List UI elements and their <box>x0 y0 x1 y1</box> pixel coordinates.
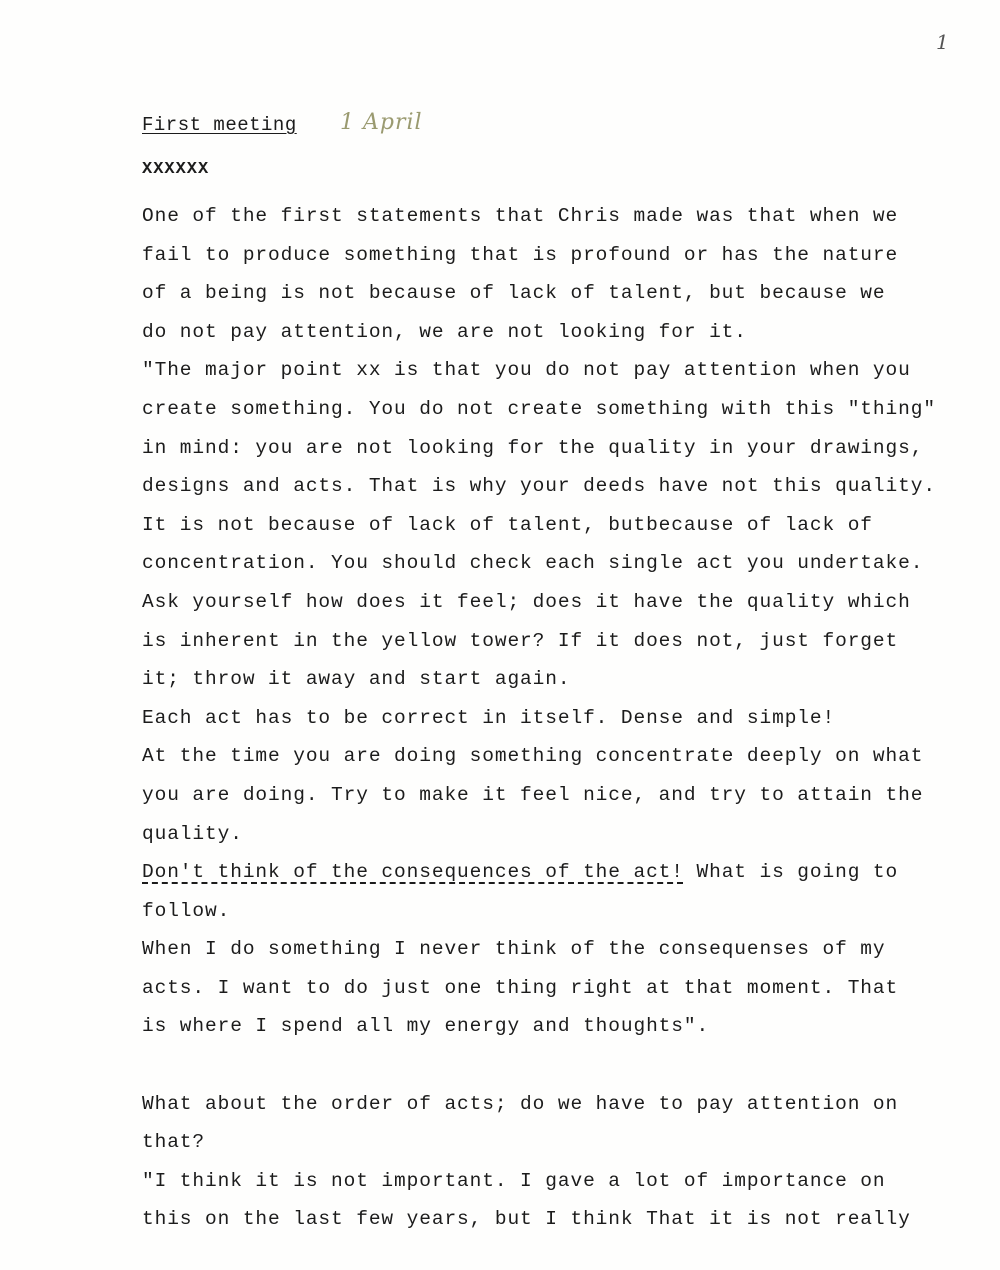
text-line: designs and acts. That is why your deeds have not this quality. <box>142 475 936 498</box>
text-line: "I think it is not important. I gave a lot of importance on <box>142 1169 886 1192</box>
heading-row <box>142 114 297 144</box>
handwritten-date: 1 April <box>340 110 423 135</box>
underlined-statement: Don't think of the consequences of the act! <box>142 861 684 884</box>
text-line: is where I spend all my energy and thoughts". <box>142 1015 710 1038</box>
text-line: follow. <box>142 899 231 922</box>
text-line: quality. <box>142 822 243 845</box>
underlined-line-row <box>142 853 902 892</box>
text-line: It is not because of lack of talent, butbecause of lack of <box>142 513 873 536</box>
body-text <box>142 197 936 1239</box>
text-line-continuation: What is going to <box>683 861 899 884</box>
text-line: concentration. You should check each single act you undertake. <box>142 552 924 575</box>
text-line: of a being is not because of lack of talent, but because we <box>142 282 886 305</box>
text-line: do not pay attention, we are not looking for it. <box>142 320 747 343</box>
text-line: that? <box>142 1131 206 1154</box>
text-line: this on the last few years, but I think That it is not really <box>142 1208 911 1231</box>
text-line: Each act has to be correct in itself. Dense and simple! <box>142 706 836 729</box>
text-line: you are doing. Try to make it feel nice, and try to attain the <box>142 783 924 806</box>
struck-out-text: XXXXXX <box>142 160 210 179</box>
page-number: 1 <box>936 30 949 54</box>
text-line: fail to produce something that is profound or has the nature <box>142 243 899 266</box>
text-line: Ask yourself how does it feel; does it have the quality which <box>142 590 911 613</box>
paragraph-gap <box>142 1046 902 1085</box>
text-line: in mind: you are not looking for the quality in your drawings, <box>142 436 924 459</box>
text-line: is inherent in the yellow tower? If it does not, just forget <box>142 629 899 652</box>
text-line: it; throw it away and start again. <box>142 668 571 691</box>
text-line: When I do something I never think of the consequenses of my <box>142 938 886 961</box>
text-line: What about the order of acts; do we have to pay attention on <box>142 1092 899 1115</box>
heading-title: First meeting <box>142 114 297 136</box>
text-line: At the time you are doing something concentrate deeply on what <box>142 745 924 768</box>
text-line: acts. I want to do just one thing right at that moment. That <box>142 976 899 999</box>
text-line: "The major point xx is that you do not pay attention when you <box>142 359 911 382</box>
text-line: create something. You do not create something with this "thing" <box>142 397 936 420</box>
text-line: One of the first statements that Chris made was that when we <box>142 205 899 227</box>
